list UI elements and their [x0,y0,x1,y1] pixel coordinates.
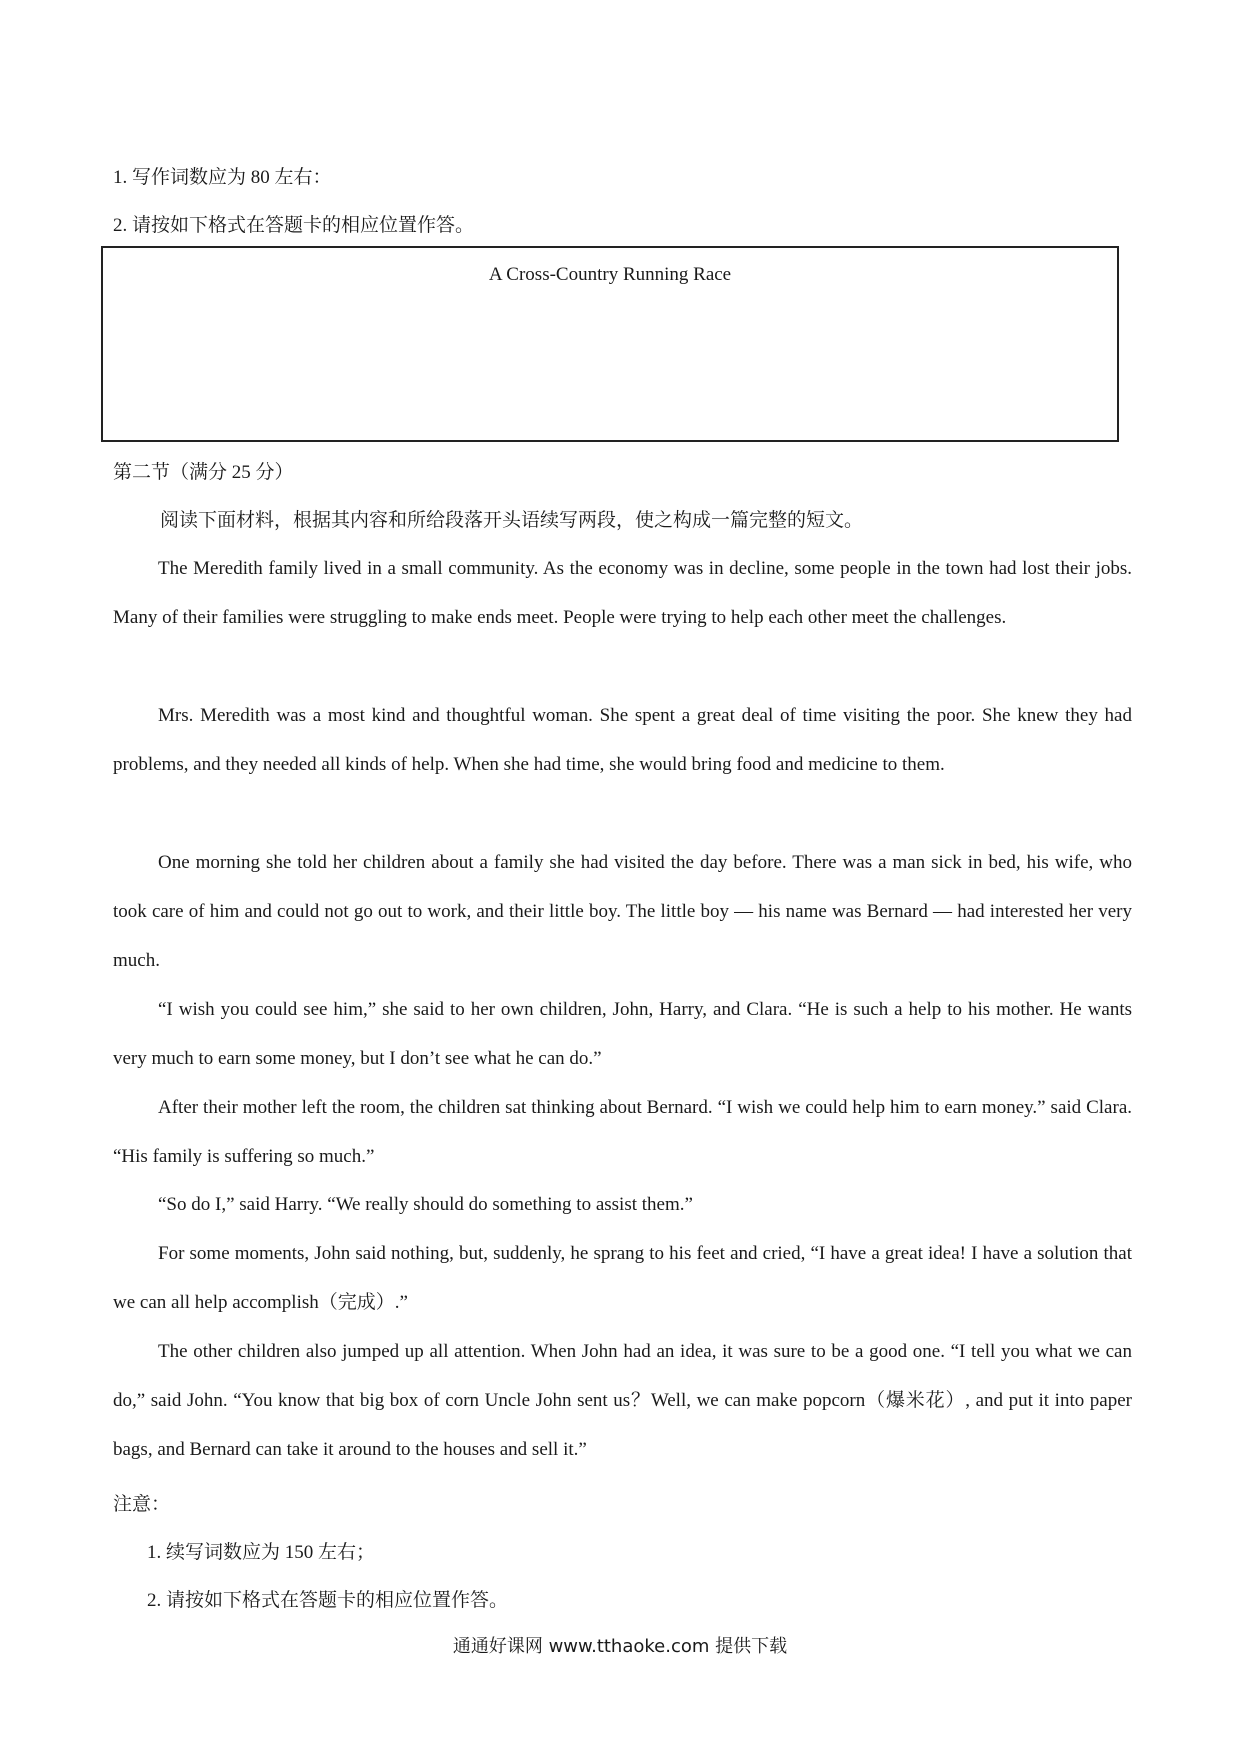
story-paragraph: For some moments, John said nothing, but, suddenly, he sprang to his feet and cried, “I have a great idea! I have a solution that we can all help accomplish（完成）.” [113,1243,1132,1313]
story-paragraph: After their mother left the room, the children sat thinking about Bernard. “I wish we could help him to earn money.” said Clara. “His family is suffering so much.” [113,1097,1132,1167]
answer-box [101,246,1119,442]
answer-box-title: A Cross-Country Running Race [488,264,732,285]
story-paragraph: Mrs. Meredith was a most kind and thoughtful woman. She spent a great deal of time visiting the poor. She knew they had problems, and they needed all kinds of help. When she had time, she would bring food and medicine to them. [113,705,1132,775]
story-paragraph: “I wish you could see him,” she said to her own children, John, Harry, and Clara. “He is such a help to his mother. He wants very much to earn some money, but I don’t see what he can do.” [113,999,1132,1069]
note-item-1: 1. 续写词数应为 150 左右； [147,1542,376,1563]
story-paragraph: One morning she told her children about a family she had visited the day before. There was a man sick in bed, his wife, who took care of him and could not go out to work, and their little boy. The little boy — his name was Bernard — had interested her very much. [113,852,1132,971]
section-title: 第二节（满分 25 分） [113,462,294,483]
story-paragraph: The other children also jumped up all attention. When John had an idea, it was sure to be a good one. “I tell you what we can do,” said John. “You know that big box of corn Uncle John sent us？Well, we can make popcorn（爆米花）, and put it into paper bags, and Bernard can take it around to the houses and sell it.” [113,1341,1132,1460]
footer-watermark: 通通好课网 www.tthaoke.com 提供下载 [452,1636,788,1657]
writing-requirement-1: 1. 写作词数应为 80 左右： [113,167,332,188]
story-paragraph: The Meredith family lived in a small community. As the economy was in decline, some people in the town had lost their jobs. Many of their families were struggling to make ends meet. People were trying to help each other meet the challenges. [113,558,1132,628]
notes-label: 注意： [113,1494,171,1515]
writing-requirement-2: 2. 请按如下格式在答题卡的相应位置作答。 [113,215,475,236]
story-paragraph: “So do I,” said Harry. “We really should do something to assist them.” [158,1194,693,1215]
section-instruction: 阅读下面材料，根据其内容和所给段落开头语续写两段，使之构成一篇完整的短文。 [160,510,864,531]
note-item-2: 2. 请按如下格式在答题卡的相应位置作答。 [147,1590,509,1611]
